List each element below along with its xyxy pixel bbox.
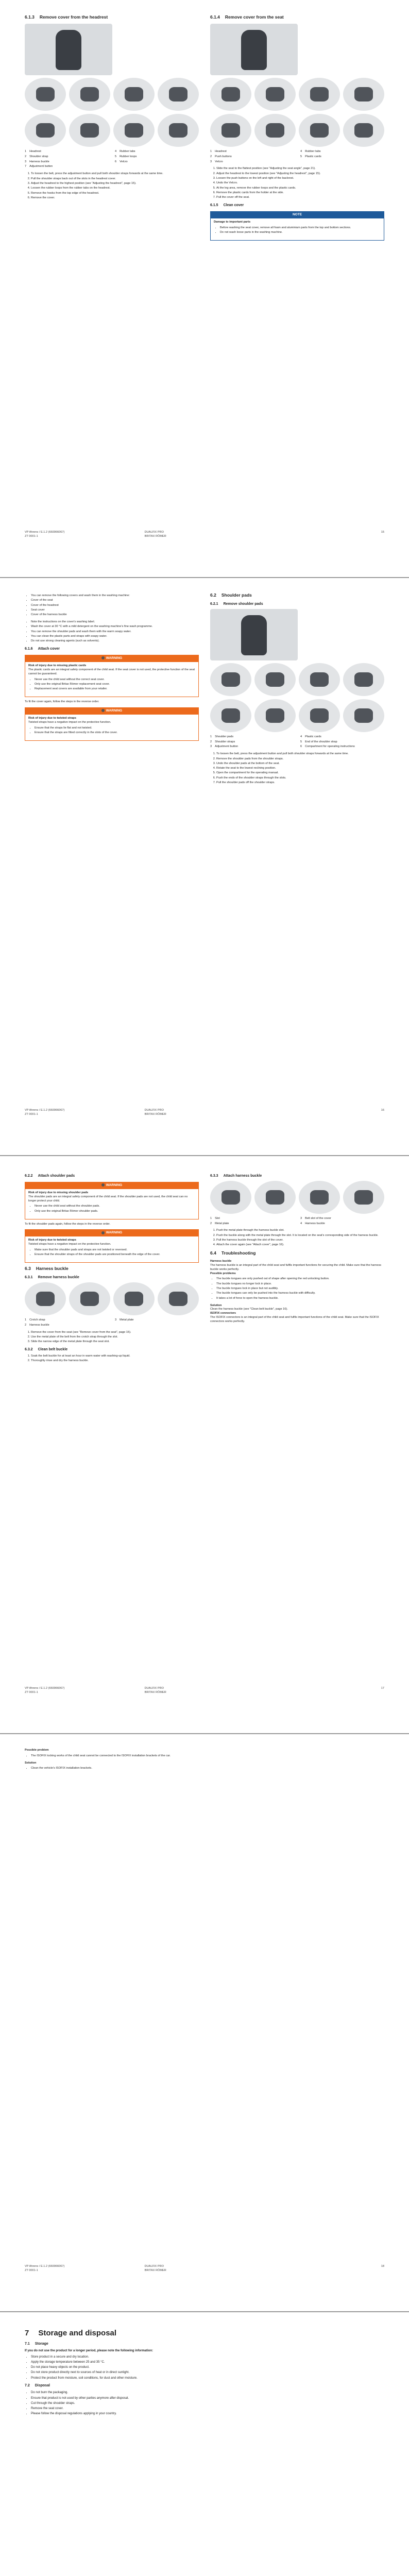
step: 5. At the leg area, remove the rubber loops and the plastic cards. bbox=[216, 187, 384, 191]
legend-item: 2 Push buttons bbox=[210, 155, 232, 158]
step-image bbox=[210, 663, 251, 696]
step-illustrations bbox=[25, 78, 199, 147]
warning-box: Risk of injury due to twisted straps Twisted straps have a negative impact on the protective function. • Make sure that the shoulder pads and straps are not twisted or reversed. • Ensure that the shoulder straps of the shoulder pads are positioned beneath the edge of the cover. bbox=[25, 1236, 199, 1263]
subsection-heading: 6.2.2 Attach shoulder pads bbox=[25, 1174, 75, 1178]
warning-icon bbox=[101, 1231, 105, 1234]
page2-right-column bbox=[210, 592, 384, 788]
page-2 bbox=[0, 578, 409, 1155]
note-box bbox=[210, 218, 384, 241]
legend-item: 1 Headrest bbox=[25, 149, 41, 153]
parts-legend bbox=[25, 150, 199, 169]
warning-title: Risk of injury due to twisted straps bbox=[28, 717, 76, 720]
section-number: 6.1.3 bbox=[25, 14, 35, 20]
note-item: • Before washing the seat cover, remove all foam and aluminium parts from the top and bottom sections. bbox=[220, 226, 381, 230]
legend-item: 1 Headrest bbox=[210, 149, 227, 153]
page3-left-column bbox=[25, 1171, 199, 1366]
note-banner: NOTE bbox=[210, 211, 384, 218]
step-image bbox=[69, 114, 110, 147]
warning-banner: WARNING bbox=[25, 1182, 199, 1189]
step-image bbox=[343, 699, 384, 732]
step-image bbox=[25, 114, 66, 147]
step: 3. Loosen the push buttons on the left and right of the backrest. bbox=[216, 177, 384, 181]
step: 3. Adjust the headrest to the highest position (see "Adjusting the headrest", page 15). bbox=[31, 182, 199, 186]
warning-box: Risk of injury due to missing shoulder pads The shoulder pads are an integral safety component of the child seat. If the shoulder pads are not used, the child seat can no longer protect your child. • Never use the child seat without the shoulder pads. • Only use the original Britax Römer shoulder pads. bbox=[25, 1189, 199, 1219]
page-3 bbox=[0, 1156, 409, 1733]
section-heading bbox=[25, 14, 199, 21]
section-heading bbox=[210, 14, 384, 21]
warning-icon bbox=[101, 709, 105, 712]
step: 5. Remove the hooks from the top edge of the headrest. bbox=[31, 192, 199, 196]
subsection-heading: 6.3.3 Attach harness buckle bbox=[210, 1174, 262, 1178]
step: 2. Pull the shoulder straps back out of the slots in the headrest cover. bbox=[31, 177, 199, 181]
steps-list bbox=[210, 167, 384, 200]
step-image bbox=[210, 699, 251, 732]
page-footer: VP Ahrens / E.1.2 (660066067) DUALFIX PRO 17 ZT 0001-1 BRITAX RÖMER bbox=[25, 1687, 384, 1694]
steps-list bbox=[25, 172, 199, 200]
page4-column: Possible problem • The ISOFIX locking works of the child seat cannot be connected to the ISOFIX installation brackets of the car. Solution • Clean the vehicle's ISOFIX installation brackets. bbox=[25, 1749, 199, 1771]
page-footer: VP Ahrens / E.1.2 (660066067) DUALFIX PRO 18 ZT 0001-1 BRITAX RÖMER bbox=[25, 2265, 384, 2272]
page-5 bbox=[0, 2312, 409, 2576]
steps-list: 1. Remove the cover from the seat (see "Remove cover from the seat", page 15). 2. Use the metal plate of the belt from the crotch strap through the slot. 3. Slide the narrow edge of the metal plate through the seat slot. bbox=[25, 1331, 199, 1344]
parts-legend bbox=[210, 150, 384, 164]
step-image bbox=[343, 114, 384, 147]
seat-illustration bbox=[25, 24, 112, 75]
paragraph-heading: Harness buckle bbox=[210, 1260, 232, 1263]
legend-item: 7 Adjustment button bbox=[25, 165, 53, 168]
step-image bbox=[254, 1181, 296, 1214]
step-image bbox=[210, 1181, 251, 1214]
step: 1. Slide the seat to the flattest position (see "Adjusting the seat angle", page 21). bbox=[216, 167, 384, 171]
step-image bbox=[299, 663, 340, 696]
parts-legend bbox=[210, 735, 384, 749]
legend-item: 4 Rubber tabs bbox=[115, 149, 135, 153]
section-heading: 6.4 Troubleshooting bbox=[210, 1250, 256, 1256]
seat-illustration bbox=[210, 24, 298, 75]
steps-list: 1. Soak the belt buckle for at least an hour in warm water with washing-up liquid. 2. Thoroughly rinse and dry the harness buckle. bbox=[25, 1354, 199, 1363]
warning-box: Risk of injury due to twisted straps Twisted straps have a negative impact on the protective function. • Ensure that the straps lie flat and not twisted. • Ensure that the straps are fitted correctly in the slots of the cover. bbox=[25, 714, 199, 741]
step: 6. Remove the plastic cards from the holder at the side. bbox=[216, 191, 384, 195]
paragraph-heading: ISOFIX connectors bbox=[210, 1312, 236, 1315]
legend-item: 3 Adjustment button bbox=[210, 745, 238, 749]
parts-legend: 1 Crotch strap 3 Metal plate 2 Harness buckle bbox=[25, 1318, 134, 1327]
step-image bbox=[254, 699, 296, 732]
step-image bbox=[299, 78, 340, 111]
page-4 bbox=[0, 1734, 409, 2311]
warning-title: Risk of injury due to missing plastic cards bbox=[28, 664, 87, 668]
step-image bbox=[158, 114, 199, 147]
legend-item: 3 Velcro bbox=[210, 160, 223, 163]
page1-right-column bbox=[210, 14, 384, 244]
section-number: 6.1.4 bbox=[210, 14, 220, 20]
step-image bbox=[113, 78, 155, 111]
paragraph-heading: Possible problems bbox=[210, 1272, 236, 1275]
subsection-heading: 6.3.1 Remove harness buckle bbox=[25, 1276, 79, 1280]
subsection-heading: 6.3.2 Clean belt buckle bbox=[25, 1348, 68, 1352]
subsection-heading: 6.1.6 Attach cover bbox=[25, 647, 60, 651]
legend-item: 1 Shoulder pads bbox=[210, 735, 234, 738]
section-heading: 6.2 Shoulder pads bbox=[210, 592, 252, 598]
legend-item: 6 Compartment for operating instructions bbox=[300, 745, 355, 749]
legend-item: 2 Shoulder straps bbox=[210, 740, 235, 743]
step-illustrations bbox=[25, 1282, 199, 1315]
instruction-text: To fit the shoulder pads again, follow the steps in the reverse order. bbox=[25, 1222, 111, 1226]
page3-right-column: 6.3.3 Attach harness buckle 1 Slot 3 Belt slot of the cover 2 Metal plate 4 Harness buckle 1. Push the metal plate through the harness buckle slot. 2. Push the buckle along with the metal plate through the slot. It is located on the seat's corresponding side of the harness buckle. 3. Pull the harness buckle through the slot of the cover. 4. Attach the cover again (see "Attach cover", page 16). 6.4 Troubleshooting Harness buckle The harness buckle is an integral part of the child seat and fulfils important functions for securing the child. Make sure that the harness buckle works perfectly. Possible problems • The buckle tongues are only pushed out of shape after opening the red unlocking button. • The buckle tongues no longer lock in place. • The buckle tongues lock in place but not audibly. • The buckle tongues can only be pushed into the harness buckle with difficulty. • It takes a lot of force to open the harness buckle. Solution Clean the harness buckle (see "Clean belt buckle", page 16). ISOFIX connectors The ISOFIX connectors is an integral part of the child seat and fulfils important functions of the child seat. Make sure that the ISOFIX connectors works perfectly. bbox=[210, 1171, 384, 1366]
washable-covers-list: • You can remove the following covers and wash them in the washing machine: • Cover of the seat • Cover of the headrest • Seat cover • Cover of the harness buckle bbox=[25, 594, 199, 617]
paragraph-heading: Solution bbox=[25, 1761, 37, 1765]
step-image bbox=[25, 1282, 66, 1315]
page-footer: VP Ahrens / E.1.2 (660066067) DUALFIX PRO 15 ZT 0001-1 BRITAX RÖMER bbox=[25, 531, 384, 538]
subsection-heading: 6.2.1 Remove shoulder pads bbox=[210, 602, 263, 606]
warning-banner: WARNING bbox=[25, 1229, 199, 1236]
step: 2. Adjust the headrest to the lowest position (see "Adjusting the headrest", page 15). bbox=[216, 172, 384, 176]
step-image bbox=[158, 78, 199, 111]
step-image bbox=[254, 78, 296, 111]
step-image bbox=[210, 78, 251, 111]
paragraph-heading: Solution bbox=[210, 1303, 222, 1307]
chapter-body: 7.1 Storage If you do not use the product for a longer period, please note the following information: • Store product in a secure and dry location. • Apply the storage temperature between 25 and 35 °C. • Do not place heavy objects on the product. • Do not store product directly next to sources of heat or in direct sunlight. • Protect the product from moisture, soil conditions, for dust and other moisture. 7.2 Disposal • Do not burn the packaging. • Ensure that product is not used by other parties anymore after disposal. • Cut through the shoulder straps. • Remove the seat cover. • Please follow the disposal regulations applying in your country. bbox=[25, 2342, 200, 2416]
legend-item: 5 Plastic cards bbox=[300, 155, 321, 158]
step-image bbox=[343, 663, 384, 696]
note-item: • Do not wash loose parts in the washing machine. bbox=[220, 231, 381, 235]
page2-left-column bbox=[25, 592, 199, 788]
paragraph-heading: Possible problem bbox=[25, 1749, 49, 1752]
cleaning-notes: • Note the instructions on the cover's washing label. • Wash the cover at 30 °C with a mild detergent on the washing machine's fine wash programme. • You can remove the shoulder pads and wash them with the warm soapy water. • You can clean the plastic parts and straps with soapy water. • Do not use strong cleaning agents (such as solvents). bbox=[25, 620, 199, 643]
section-heading: 6.3 Harness buckle bbox=[25, 1266, 69, 1272]
step-illustrations bbox=[210, 663, 384, 732]
note-title: Damage to important parts bbox=[214, 221, 251, 224]
step-image bbox=[113, 114, 155, 147]
chapter-heading: 7 Storage and disposal bbox=[25, 2329, 117, 2337]
step: 1. To loosen the belt, press the adjustment button and pull both shoulder straps forwards at the same time. bbox=[31, 172, 199, 176]
step: 4. Loosen the rubber loops from the rubber tabs on the headrest. bbox=[31, 187, 199, 191]
step-image bbox=[158, 1282, 199, 1315]
legend-item: 5 End of the shoulder strap bbox=[300, 740, 337, 743]
legend-item: 4 Plastic cards bbox=[300, 735, 321, 738]
section-title: Remove cover from the headrest bbox=[39, 14, 108, 20]
instruction-text: To fit the cover again, follow the steps in the reverse order. bbox=[25, 700, 99, 704]
step-image bbox=[343, 1181, 384, 1214]
step: 7. Pull the cover off the seat. bbox=[216, 196, 384, 200]
steps-list: 1. To loosen the belt, press the adjustment button and pull both shoulder straps forwards at the same time. 2. Remove the shoulder pads from the shoulder straps. 3. Undo the shoulder pads at the bottom of the seat. 4. Rotate the seat to the lowest reclining position. 5. Open the compartment for the operating manual. 6. Push the ends of the shoulder straps through the slots. 7. Pull the shoulder pads off the shoulder straps. bbox=[210, 752, 384, 785]
step: 6. Remove the cover. bbox=[31, 196, 199, 200]
page1-left-column bbox=[25, 14, 199, 244]
section-title: Remove cover from the seat bbox=[225, 14, 284, 20]
parts-legend: 1 Slot 3 Belt slot of the cover 2 Metal plate 4 Harness buckle bbox=[210, 1216, 331, 1225]
step-image bbox=[254, 663, 296, 696]
step-image bbox=[69, 78, 110, 111]
legend-item: 2 Shoulder strap bbox=[25, 155, 48, 158]
page-footer: VP Ahrens / E.1.2 (660066067) DUALFIX PRO 16 ZT 0001-1 BRITAX RÖMER bbox=[25, 1109, 384, 1116]
step-image bbox=[113, 1282, 155, 1315]
subsection-heading: 6.1.5 Clean cover bbox=[210, 204, 244, 208]
warning-banner: WARNING bbox=[25, 707, 199, 714]
legend-item: 3 Harness buckle bbox=[25, 160, 49, 163]
page-1 bbox=[0, 0, 409, 577]
step-image bbox=[210, 114, 251, 147]
step-image bbox=[25, 78, 66, 111]
step-illustrations bbox=[210, 78, 384, 147]
step-image bbox=[299, 114, 340, 147]
step: 4. Undo the Velcro. bbox=[216, 181, 384, 185]
step-image bbox=[343, 78, 384, 111]
shoulder-pads-illustration bbox=[210, 609, 298, 660]
legend-item: 6 Velcro bbox=[115, 160, 128, 163]
step-illustrations bbox=[210, 1181, 384, 1214]
step-image bbox=[254, 114, 296, 147]
steps-list: 1. Push the metal plate through the harness buckle slot. 2. Push the buckle along with the metal plate through the slot. It is located on the seat's corresponding side of the harness buckle. 3. Pull the harness buckle through the slot of the cover. 4. Attach the cover again (see "Attach cover", page 16). bbox=[210, 1229, 384, 1247]
legend-item: 4 Rubber tabs bbox=[300, 149, 321, 153]
step-image bbox=[299, 699, 340, 732]
warning-icon bbox=[101, 1183, 105, 1187]
step-image bbox=[69, 1282, 110, 1315]
warning-banner: WARNING bbox=[25, 655, 199, 662]
warning-box: Risk of injury due to missing plastic cards The plastic cards are an integral safety component of the child seat. If the seat cover is not used, the protective function of the seat cannot be guaranteed. • Never use the child seat without the correct seat cover. • Only use the original Britax Römer replacement seat cover. • Replacement seat covers are available from your retailer. bbox=[25, 662, 199, 697]
legend-item: 5 Rubber loops bbox=[115, 155, 137, 158]
warning-icon bbox=[101, 656, 105, 659]
step-image bbox=[299, 1181, 340, 1214]
